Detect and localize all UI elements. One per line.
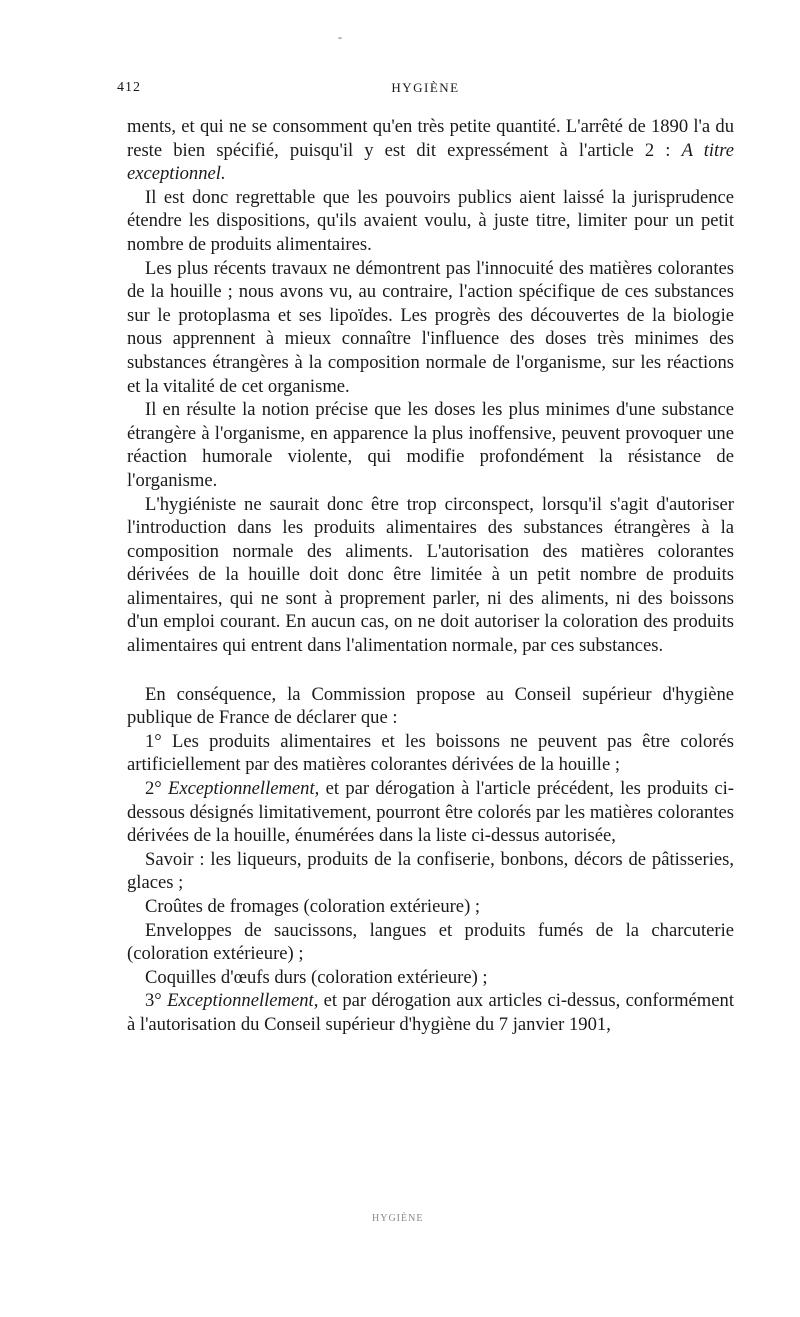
body-text <box>127 115 734 1037</box>
paragraph-4 <box>127 398 734 492</box>
paragraph-italic: A titre exceptionnel. <box>127 139 735 185</box>
footer-signature-mark: HYGIÈNE <box>372 1213 424 1224</box>
paragraph-text: Les plus récents travaux ne démontrent pas l'innocuité des matières colorantes de la houille ; nous avons vu, au contraire, l'action spécifique de ces substances sur le protoplasma et ses lipoïdes. Les progrès des découvertes de la biologie nous apprennent à mieux connaître l'influence des doses très minimes des substances étrangères à la composition normale de l'organisme, sur les réactions et la vitalité de cet organisme. <box>127 257 734 397</box>
paragraph-1 <box>127 115 734 186</box>
top-mark: - <box>338 30 342 44</box>
paragraph-text: 3° <box>145 990 168 1012</box>
paragraph-7 <box>127 730 734 777</box>
paragraph-italic: Exceptionnellement <box>168 778 315 800</box>
paragraph-11 <box>127 919 734 966</box>
paragraph-text: Savoir : les liqueurs, produits de la confiserie, bonbons, décors de pâtisseries, glaces ; <box>127 848 734 894</box>
paragraph-3 <box>127 257 734 399</box>
paragraph-2 <box>127 186 734 257</box>
paragraph-text: Croûtes de fromages (coloration extérieure) ; <box>145 896 481 917</box>
paragraph-10 <box>127 895 734 919</box>
paragraph-5 <box>127 493 734 658</box>
paragraph-text: 1° Les produits alimentaires et les boissons ne peuvent pas être colorés artificiellement par des matières colorantes dérivées de la houille ; <box>127 730 734 776</box>
paragraph-9 <box>127 848 734 895</box>
paragraph-12 <box>127 966 734 990</box>
paragraph-8 <box>127 777 734 848</box>
paragraph-text: L'hygiéniste ne saurait donc être trop circonspect, lorsqu'il s'agit d'autoriser l'introduction dans les produits alimentaires des substances étrangères à la composition normale des aliments. L'autorisation des matières colorantes dérivées de la houille doit donc être limitée à un petit nombre de produits alimentaires, qui ne sont à proprement parler, ni des aliments, ni des boissons d'un emploi courant. En aucun cas, on ne doit autoriser la coloration des produits alimentaires qui entrent dans l'alimentation normale, par ces substances. <box>127 493 734 657</box>
paragraph-text: Il est donc regrettable que les pouvoirs publics aient laissé la jurisprudence étendre les dispositions, qu'ils avaient voulu, à juste titre, limiter pour un petit nombre de produits alimentaires. <box>127 186 734 255</box>
page-number: 412 <box>117 80 141 95</box>
paragraph-text: Enveloppes de saucissons, langues et produits fumés de la charcuterie (coloration extérieure) ; <box>127 919 734 965</box>
paragraph-text: Coquilles d'œufs durs (coloration extérieure) ; <box>145 966 488 988</box>
paragraph-italic: Exceptionnellement <box>167 990 314 1012</box>
paragraph-6 <box>127 683 734 730</box>
paragraph-text: En conséquence, la Commission propose au Conseil supérieur d'hygiène publique de France de déclarer que : <box>127 683 734 729</box>
running-head: HYGIÈNE <box>391 80 460 95</box>
paragraph-text: , et par dérogation aux articles ci-dessus, conformément à l'autorisation du Conseil supérieur d'hygiène du 7 janvier 1901, <box>127 990 734 1035</box>
page-header <box>117 80 734 102</box>
paragraph-13 <box>127 989 734 1036</box>
paragraph-text: Il en résulte la notion précise que les doses les plus minimes d'une substance étrangère à l'organisme, en apparence la plus inoffensive, peuvent provoquer une réaction humorale violente, qui modifie profondément la résistance de l'organisme. <box>127 399 734 491</box>
paragraph-text: ments, et qui ne se consomment qu'en très petite quantité. L'arrêté de 1890 l'a du reste bien spécifié, puisqu'il y est dit expressément à l'article 2 : <box>127 116 734 161</box>
paragraph-text: , et par dérogation à l'article précédent, les produits ci-dessous désignés limitativement, pourront être colorés par les matières colorantes dérivées de la houille, énumérées dans la liste ci-dessus autorisée, <box>127 778 734 847</box>
paragraph-text: 2° <box>145 778 169 800</box>
